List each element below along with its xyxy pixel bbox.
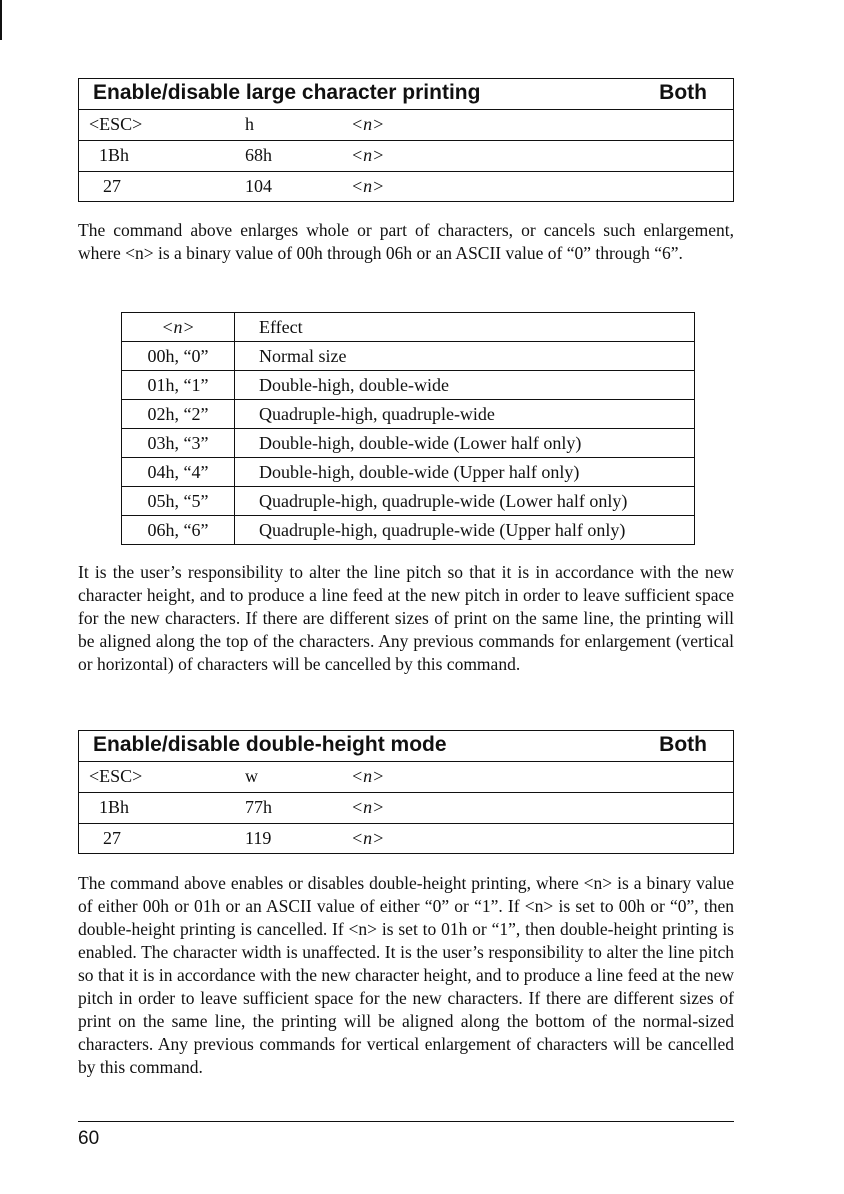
effect-row bbox=[122, 458, 695, 487]
command-row-hex bbox=[79, 140, 733, 171]
command-title: Enable/disable double-height mode bbox=[93, 733, 447, 756]
effect-row bbox=[122, 487, 695, 516]
effect-row bbox=[122, 516, 695, 545]
command-row-decimal bbox=[79, 171, 733, 201]
effect-code: 02h, “2” bbox=[122, 400, 235, 429]
effect-table-header bbox=[122, 313, 695, 342]
effect-row bbox=[122, 400, 695, 429]
effect-code: 01h, “1” bbox=[122, 371, 235, 400]
effect-code: 05h, “5” bbox=[122, 487, 235, 516]
command-code: 1Bh bbox=[99, 797, 130, 817]
margin-rule bbox=[0, 0, 2, 40]
effect-code: 03h, “3” bbox=[122, 429, 235, 458]
command-param: <n> bbox=[351, 828, 385, 848]
command-row-hex bbox=[79, 792, 733, 823]
command-char: 68h bbox=[245, 145, 272, 165]
effect-description: Normal size bbox=[235, 342, 695, 371]
effect-row bbox=[122, 429, 695, 458]
command-code: 27 bbox=[103, 176, 121, 196]
command-char: 119 bbox=[245, 828, 272, 848]
page-number: 60 bbox=[78, 1128, 100, 1149]
effect-row bbox=[122, 342, 695, 371]
effect-description: Quadruple-high, quadruple-wide (Upper half only) bbox=[235, 516, 695, 545]
command-char: w bbox=[245, 766, 258, 786]
command-param: <n> bbox=[351, 145, 385, 165]
command-row-esc bbox=[79, 110, 733, 140]
command-header bbox=[79, 79, 733, 110]
command-box-large-character bbox=[78, 78, 734, 202]
command-header bbox=[79, 731, 733, 762]
effect-description: Double-high, double-wide bbox=[235, 371, 695, 400]
effect-description: Quadruple-high, quadruple-wide (Lower half only) bbox=[235, 487, 695, 516]
effect-description: Double-high, double-wide (Upper half only) bbox=[235, 458, 695, 487]
effect-description: Quadruple-high, quadruple-wide bbox=[235, 400, 695, 429]
effect-code: 06h, “6” bbox=[122, 516, 235, 545]
effect-header-effect: Effect bbox=[235, 313, 695, 342]
command-box-double-height bbox=[78, 730, 734, 854]
command-param: <n> bbox=[351, 114, 385, 134]
command-char: 77h bbox=[245, 797, 272, 817]
double-height-paragraph: The command above enables or disables double-height printing, where <n> is a binary value of either 00h or 01h or an ASCII value of either “0” or “1”. If <n> is set to 00h or “0”, then double-height printing is cancelled. If <n> is set to 01h or “1”, then double-height printing is enabled. The character width is unaffected. It is the user’s responsibility to alter the line pitch so that it is in accordance with the new character height, and to produce a line feed at the new pitch in order to leave sufficient space for the new characters. If there are different sizes of print on the same line, the printing will be aligned along the bottom of the normal-sized characters. Any previous commands for vertical enlargement of characters will be cancelled by this command. bbox=[78, 873, 734, 1077]
command-code: 27 bbox=[103, 828, 121, 848]
command-param: <n> bbox=[351, 766, 385, 786]
command-param: <n> bbox=[351, 797, 385, 817]
effect-code: 00h, “0” bbox=[122, 342, 235, 371]
command-mode: Both bbox=[659, 733, 707, 756]
command-param: <n> bbox=[351, 176, 385, 196]
effect-code: 04h, “4” bbox=[122, 458, 235, 487]
command-title: Enable/disable large character printing bbox=[93, 81, 481, 104]
effect-header-code: <n> bbox=[122, 313, 235, 342]
command-code: <ESC> bbox=[89, 766, 143, 786]
command-row-decimal bbox=[79, 823, 733, 853]
command-mode: Both bbox=[659, 81, 707, 104]
effect-description: Double-high, double-wide (Lower half only) bbox=[235, 429, 695, 458]
command-code: 1Bh bbox=[99, 145, 130, 165]
effect-table bbox=[121, 312, 695, 545]
large-note-paragraph: It is the user’s responsibility to alter the line pitch so that it is in accordance with the new character height, and to produce a line feed at the new pitch in order to leave sufficient space for the new characters. If there are different sizes of print on the same line, the printing will be aligned along the top of the characters. Any previous commands for enlargement (vertical or horizontal) of characters will be cancelled by this command. bbox=[78, 562, 734, 674]
command-char: 104 bbox=[245, 176, 272, 196]
large-intro-paragraph: The command above enlarges whole or part of characters, or cancels such enlargement, where <n> is a binary value of 00h through 06h or an ASCII value of “0” through “6”. bbox=[78, 220, 734, 263]
footer-rule bbox=[78, 1121, 734, 1122]
command-row-esc bbox=[79, 762, 733, 792]
effect-row bbox=[122, 371, 695, 400]
command-char: h bbox=[245, 114, 254, 134]
command-code: <ESC> bbox=[89, 114, 143, 134]
